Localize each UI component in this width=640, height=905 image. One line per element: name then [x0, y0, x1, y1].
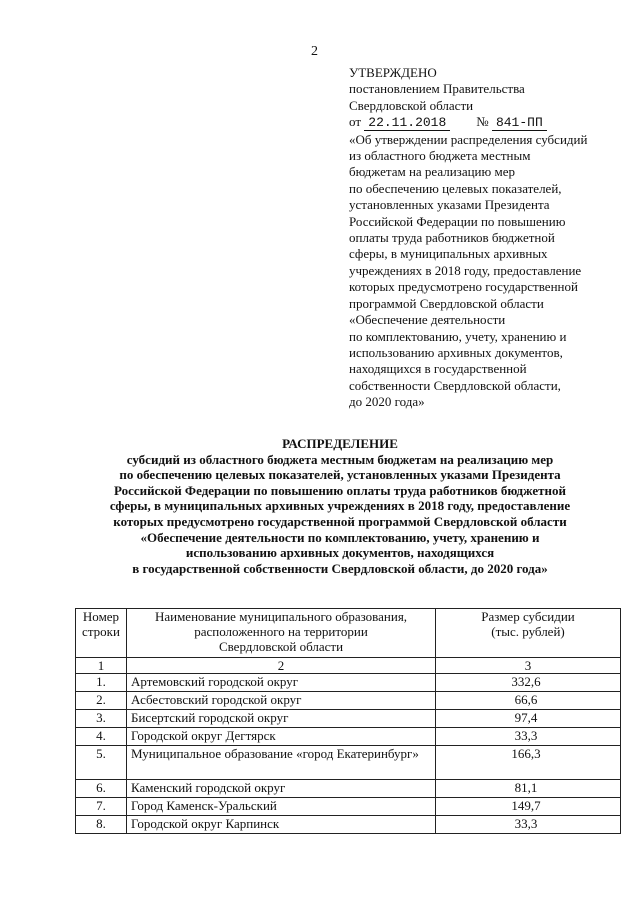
row-name: Асбестовский городской округ	[127, 692, 436, 710]
table-row	[76, 780, 621, 798]
approval-title	[349, 132, 619, 411]
row-number: 2.	[76, 692, 127, 710]
row-amount: 33,3	[436, 728, 621, 746]
header-num-line: строки	[82, 624, 120, 639]
approval-title-line: бюджетам на реализацию мер	[349, 164, 515, 180]
approval-title-line: учреждениях в 2018 году, предоставление	[349, 262, 582, 278]
row-amount: 149,7	[436, 798, 621, 816]
row-number: 6.	[76, 780, 127, 798]
title-subtitle	[40, 452, 640, 577]
page-number: 2	[311, 44, 318, 59]
approval-title-line: «Об утверждении распределения субсидий	[349, 131, 588, 147]
approval-line: Свердловской области	[349, 97, 474, 113]
decree-reference	[349, 114, 619, 131]
title-line: по обеспечению целевых показателей, установленных указами Президента	[119, 467, 561, 483]
row-name: Городской округ Карпинск	[127, 816, 436, 834]
approval-title-line: которых предусмотрено государственной	[349, 279, 578, 295]
header-name-line: расположенного на территории	[194, 624, 368, 639]
index-cell: 3	[436, 658, 621, 674]
table-header-row	[76, 609, 621, 658]
header-num	[76, 609, 127, 658]
row-name: Городской округ Дегтярск	[127, 728, 436, 746]
index-cell: 1	[76, 658, 127, 674]
header-num-line: Номер	[82, 609, 120, 624]
index-cell: 2	[127, 658, 436, 674]
row-number: 5.	[76, 746, 127, 780]
decree-date: 22.11.2018	[364, 115, 450, 131]
approval-title-line: собственности Свердловской области,	[349, 377, 561, 393]
approval-title-line: по обеспечению целевых показателей,	[349, 180, 562, 196]
row-number: 3.	[76, 710, 127, 728]
header-amount-line: (тыс. рублей)	[491, 624, 565, 639]
title-line: в государственной собственности Свердловской области, до 2020 года»	[132, 560, 548, 576]
table-row	[76, 692, 621, 710]
approval-title-line: установленных указами Президента	[349, 197, 550, 213]
row-amount: 97,4	[436, 710, 621, 728]
row-amount: 166,3	[436, 746, 621, 780]
approval-title-line: программой Свердловской области	[349, 295, 544, 311]
title-line: которых предусмотрено государственной программой Свердловской области	[113, 513, 567, 529]
table-row	[76, 710, 621, 728]
table-row	[76, 728, 621, 746]
header-name-line: Свердловской области	[218, 639, 344, 654]
title-line: сферы, в муниципальных архивных учреждениях в 2018 году, предоставление	[109, 498, 571, 514]
decree-number: 841-ПП	[492, 115, 547, 131]
row-name: Каменский городской округ	[127, 780, 436, 798]
document-title	[40, 436, 640, 576]
header-amount	[436, 609, 621, 658]
table-row	[76, 674, 621, 692]
title-line: использованию архивных документов, находящихся	[185, 545, 495, 561]
approval-title-line: до 2020 года»	[349, 394, 425, 410]
table-index-row	[76, 658, 621, 674]
row-name: Бисертский городской округ	[127, 710, 436, 728]
row-amount: 33,3	[436, 816, 621, 834]
approval-title-line: сферы, в муниципальных архивных	[349, 246, 548, 262]
row-name: Город Каменск-Уральский	[127, 798, 436, 816]
header-amount-line: Размер субсидии	[481, 609, 575, 624]
title-heading: РАСПРЕДЕЛЕНИЕ	[282, 436, 398, 451]
approval-title-line: оплаты труда работников бюджетной	[349, 230, 555, 246]
row-number: 1.	[76, 674, 127, 692]
approval-line: постановлением Правительства	[349, 81, 525, 97]
approval-title-line: из областного бюджета местным	[349, 148, 531, 164]
decree-prefix: от	[349, 114, 362, 130]
row-amount: 332,6	[436, 674, 621, 692]
row-number: 8.	[76, 816, 127, 834]
header-name	[127, 609, 436, 658]
row-number: 7.	[76, 798, 127, 816]
row-number: 4.	[76, 728, 127, 746]
table-row	[76, 798, 621, 816]
approval-title-line: Российской Федерации по повышению	[349, 213, 566, 229]
approval-title-line: по комплектованию, учету, хранению и	[349, 328, 567, 344]
approval-title-line: «Обеспечение деятельности	[349, 312, 506, 328]
title-line: субсидий из областного бюджета местным бюджетам на реализацию мер	[126, 451, 554, 467]
title-line: «Обеспечение деятельности по комплектованию, учету, хранению и	[140, 529, 540, 545]
table-row	[76, 746, 621, 780]
approval-heading: УТВЕРЖДЕНО	[349, 65, 437, 80]
table-row	[76, 816, 621, 834]
decree-no-label: №	[476, 114, 489, 130]
distribution-table	[75, 608, 621, 834]
title-line: Российской Федерации по повышению оплаты труда работников бюджетной	[113, 482, 567, 498]
row-amount: 66,6	[436, 692, 621, 710]
row-name: Артемовский городской округ	[127, 674, 436, 692]
row-name: Муниципальное образование «город Екатеринбург»	[127, 746, 436, 780]
approval-title-line: использованию архивных документов,	[349, 344, 563, 360]
approval-title-line: находящихся в государственной	[349, 361, 527, 377]
row-amount: 81,1	[436, 780, 621, 798]
approval-stamp	[349, 65, 619, 411]
header-name-line: Наименование муниципального образования,	[154, 609, 408, 624]
